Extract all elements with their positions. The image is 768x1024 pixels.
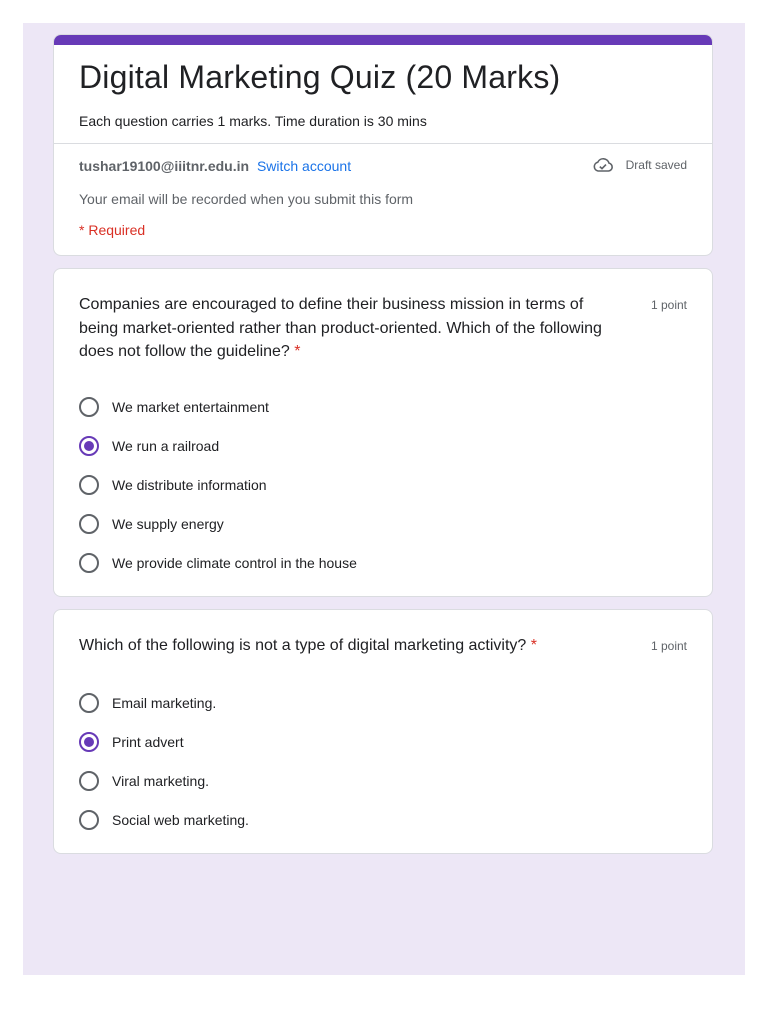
question-card-1	[53, 268, 713, 597]
option-label: We distribute information	[112, 476, 267, 493]
options-list	[79, 683, 249, 839]
radio-button[interactable]	[79, 514, 99, 534]
email-notice: Your email will be recorded when you submit this form	[79, 191, 414, 207]
required-asterisk: *	[530, 637, 538, 654]
option-label: We supply energy	[112, 515, 224, 532]
draft-status-text: Draft saved	[625, 158, 687, 172]
option-label: We provide climate control in the house	[112, 554, 357, 571]
draft-status	[592, 157, 687, 173]
accent-bar	[54, 35, 712, 45]
question-text: Companies are encouraged to define their business mission in terms of being market-oriented rather than product-oriented. Which of the following does not follow the guideline?	[79, 296, 602, 360]
options-list	[79, 387, 357, 582]
question-title	[79, 634, 639, 658]
option-market-entertainment[interactable]	[79, 387, 357, 426]
question-points: 1 point	[650, 639, 687, 653]
option-label: We market entertainment	[112, 398, 269, 415]
option-label: Viral marketing.	[112, 772, 210, 789]
required-asterisk: *	[294, 343, 301, 360]
option-email-marketing[interactable]	[79, 683, 249, 722]
option-label: We run a railroad	[112, 437, 220, 454]
cloud-done-icon	[592, 157, 614, 173]
form-description: Each question carries 1 marks. Time duration is 30 mins	[79, 113, 427, 129]
option-supply-energy[interactable]	[79, 504, 357, 543]
switch-account-link[interactable]: Switch account	[256, 158, 352, 174]
form-title: Digital Marketing Quiz (20 Marks)	[79, 59, 561, 95]
account-email: tushar19100@iiitnr.edu.in	[79, 158, 250, 174]
form-header-card	[53, 34, 713, 256]
account-row	[79, 158, 351, 174]
option-viral-marketing[interactable]	[79, 761, 249, 800]
radio-button[interactable]	[79, 771, 99, 791]
radio-button[interactable]	[79, 693, 99, 713]
option-social-web-marketing[interactable]	[79, 800, 249, 839]
option-label: Print advert	[112, 733, 184, 750]
required-notice: * Required	[79, 222, 146, 238]
question-points: 1 point	[650, 298, 687, 312]
option-label: Social web marketing.	[112, 811, 249, 828]
radio-button-selected[interactable]	[79, 732, 99, 752]
radio-button[interactable]	[79, 475, 99, 495]
radio-button-selected[interactable]	[79, 436, 99, 456]
option-label: Email marketing.	[112, 694, 217, 711]
radio-button[interactable]	[79, 397, 99, 417]
option-distribute-information[interactable]	[79, 465, 357, 504]
header-divider	[54, 143, 712, 144]
radio-button[interactable]	[79, 810, 99, 830]
question-card-2	[53, 609, 713, 854]
question-text: Which of the following is not a type of digital marketing activity?	[79, 637, 527, 654]
option-print-advert[interactable]	[79, 722, 249, 761]
option-climate-control[interactable]	[79, 543, 357, 582]
radio-button[interactable]	[79, 553, 99, 573]
option-run-railroad[interactable]	[79, 426, 357, 465]
question-title	[79, 293, 624, 364]
